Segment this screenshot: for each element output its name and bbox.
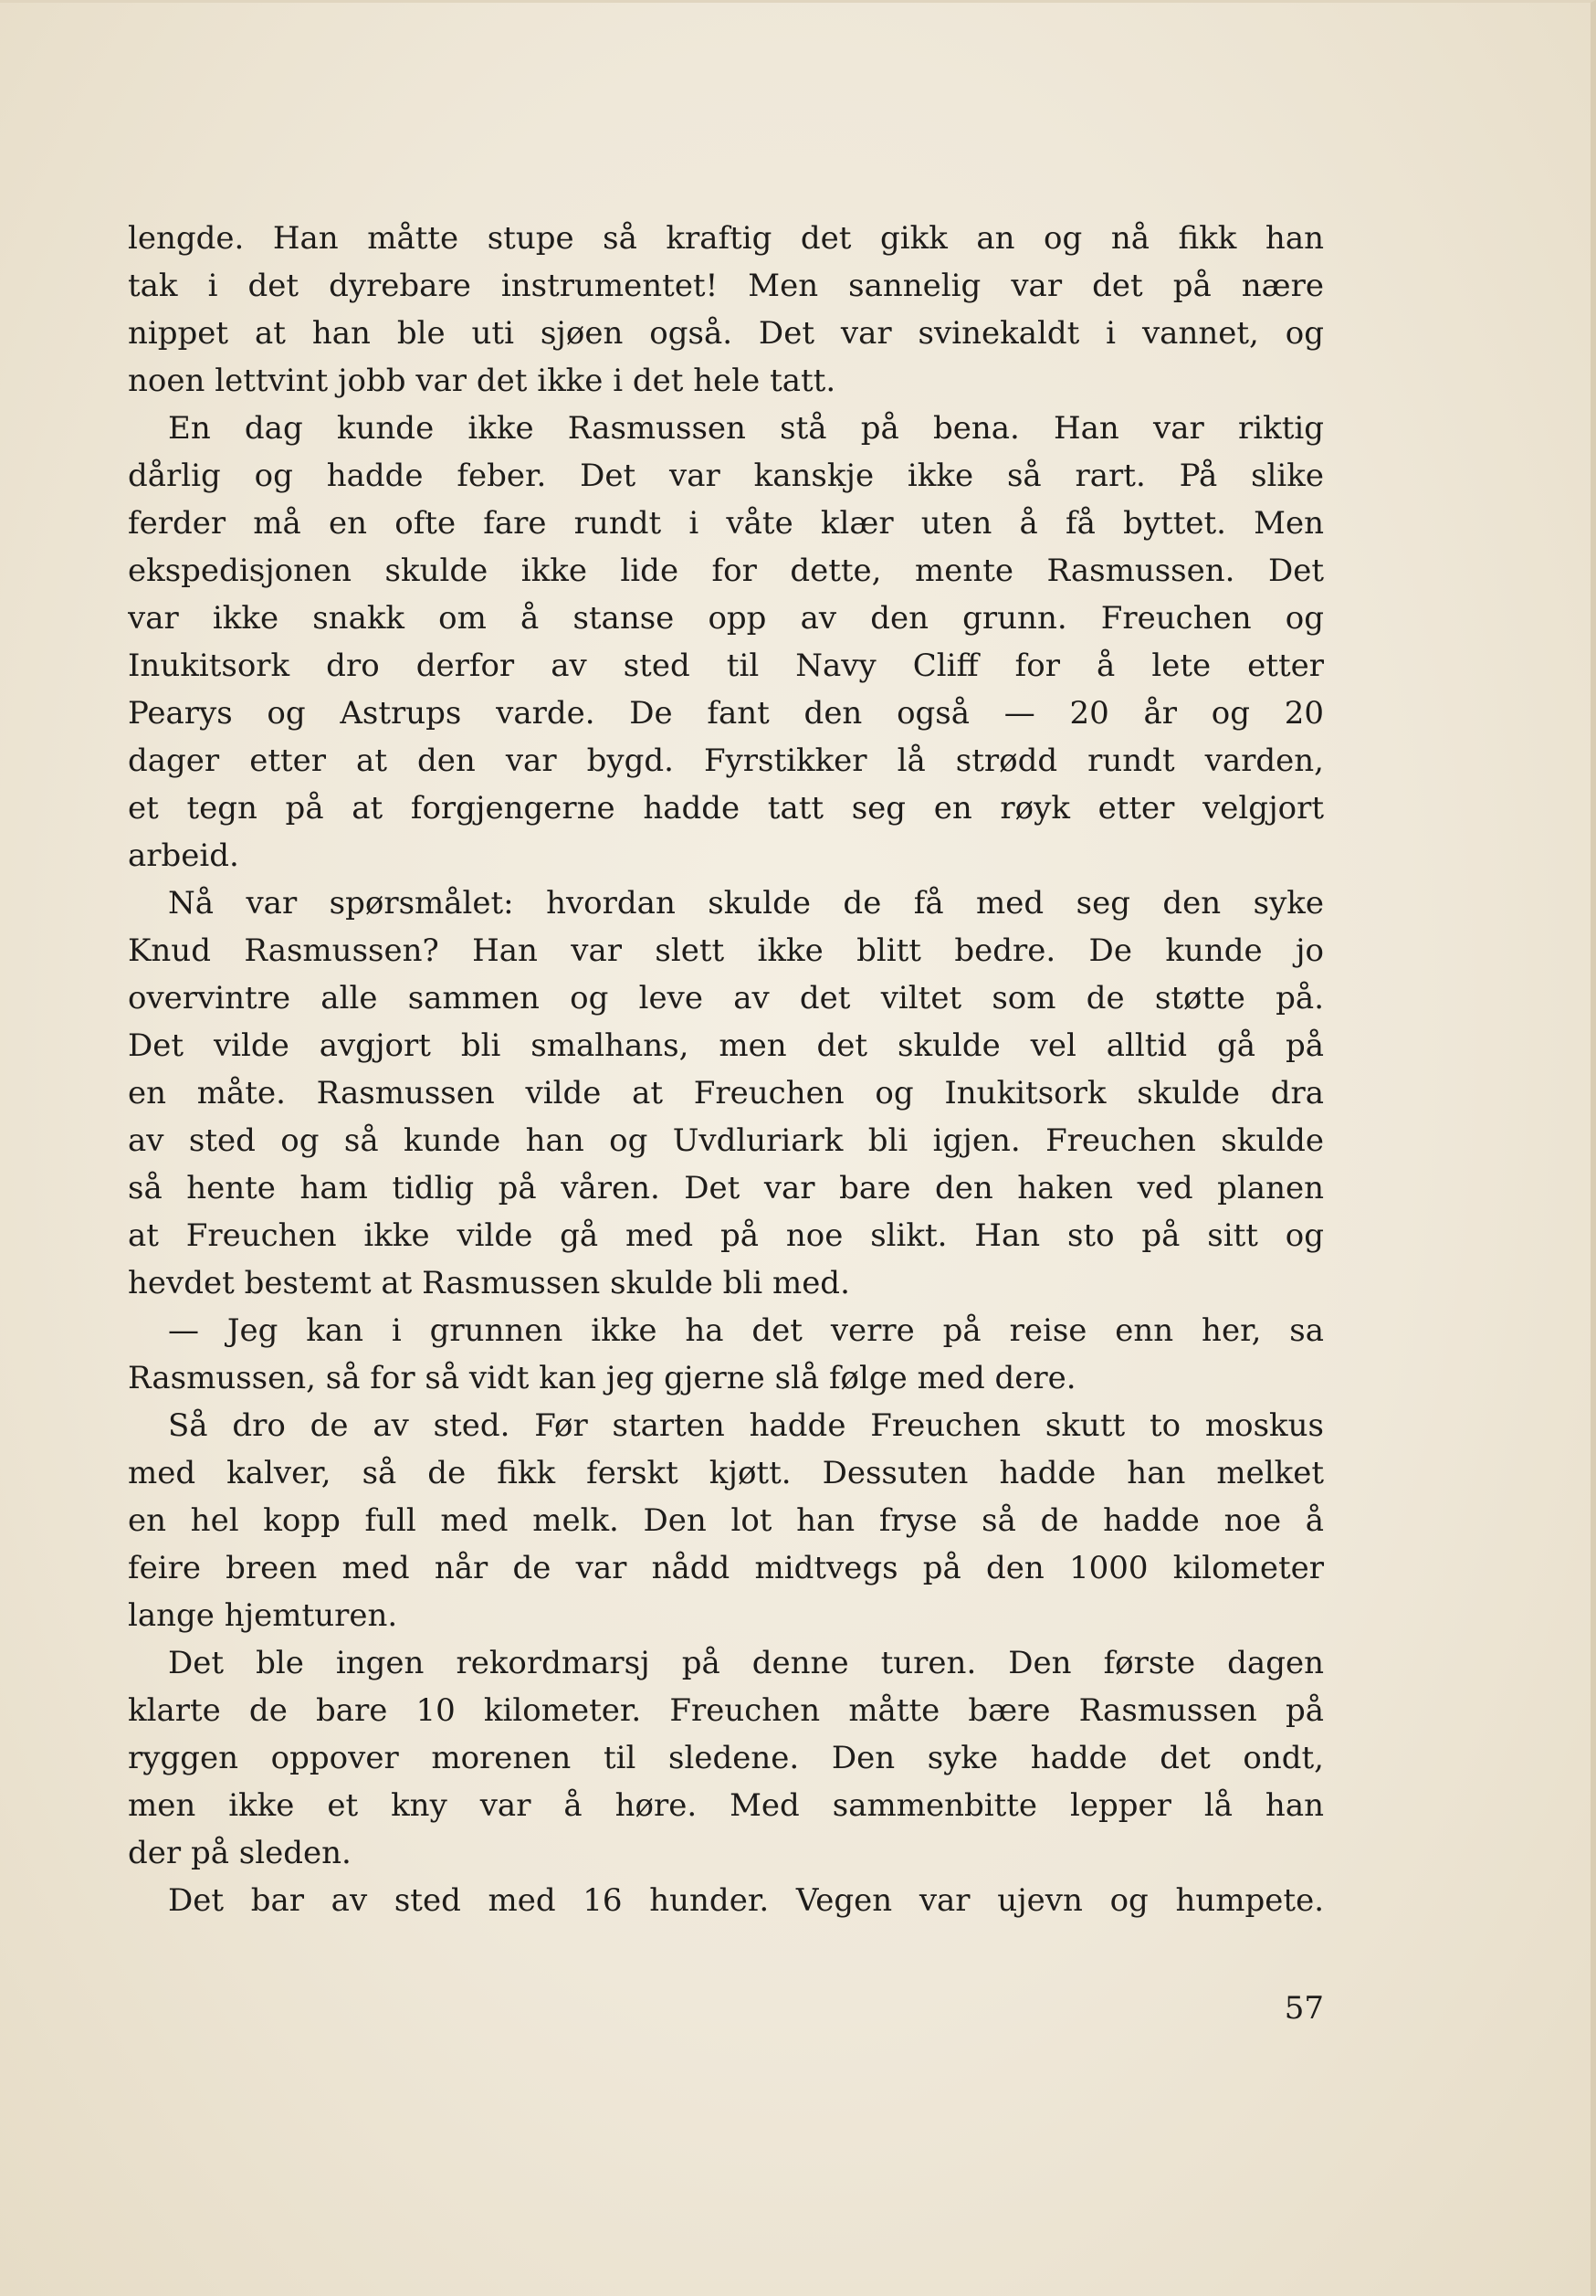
text-line: En dag kunde ikke Rasmussen stå på bena. Han var riktig <box>168 410 1324 447</box>
text-line: ekspedisjonen skulde ikke lide for dette, mente Rasmussen. Det <box>128 553 1324 589</box>
text-line: dager etter at den var bygd. Fyrstikker lå strødd rundt varden, <box>128 743 1324 779</box>
text-line: Knud Rasmussen? Han var slett ikke blitt bedre. De kunde jo <box>128 932 1324 969</box>
text-line: at Freuchen ikke vilde gå med på noe slikt. Han sto på sitt og <box>128 1217 1324 1254</box>
text-line: et tegn på at forgjengerne hadde tatt seg en røyk etter velgjort <box>128 790 1324 827</box>
text-line: Nå var spørsmålet: hvordan skulde de få med seg den syke <box>168 885 1324 922</box>
text-line: men ikke et kny var å høre. Med sammenbitte lepper lå han <box>128 1787 1324 1824</box>
text-line: var ikke snakk om å stanse opp av den grunn. Freuchen og <box>128 600 1324 637</box>
text-line: hevdet bestemt at Rasmussen skulde bli med. <box>128 1265 850 1301</box>
text-line: lengde. Han måtte stupe så kraftig det gikk an og nå fikk han <box>128 220 1324 257</box>
text-line: der på sleden. <box>128 1835 352 1871</box>
text-line: Rasmussen, så for så vidt kan jeg gjerne slå følge med dere. <box>128 1360 1076 1396</box>
text-line: Så dro de av sted. Før starten hadde Freuchen skutt to moskus <box>168 1407 1324 1444</box>
text-line: arbeid. <box>128 837 239 874</box>
text-line: Pearys og Astrups varde. De fant den også — 20 år og 20 <box>128 695 1324 732</box>
text-line: en hel kopp full med melk. Den lot han fryse så de hadde noe å <box>128 1502 1324 1539</box>
text-line: en måte. Rasmussen vilde at Freuchen og Inukitsork skulde dra <box>128 1075 1324 1111</box>
text-line: — Jeg kan i grunnen ikke ha det verre på reise enn her, sa <box>168 1312 1324 1349</box>
text-line: så hente ham tidlig på våren. Det var bare den haken ved planen <box>128 1170 1324 1206</box>
text-line: Det ble ingen rekordmarsj på denne turen. Den første dagen <box>168 1645 1324 1681</box>
text-line: overvintre alle sammen og leve av det viltet som de støtte på. <box>128 980 1324 1016</box>
text-line: ryggen oppover morenen til sledene. Den syke hadde det ondt, <box>128 1740 1324 1776</box>
text-line: nippet at han ble uti sjøen også. Det var svinekaldt i vannet, og <box>128 315 1324 352</box>
text-line: med kalver, så de fikk ferskt kjøtt. Dessuten hadde han melket <box>128 1455 1324 1491</box>
text-line: ferder må en ofte fare rundt i våte klær uten å få byttet. Men <box>128 505 1324 542</box>
text-line: Inukitsork dro derfor av sted til Navy Cliff for å lete etter <box>128 648 1324 684</box>
page-number: 57 <box>1284 1990 1324 2027</box>
text-line: dårlig og hadde feber. Det var kanskje ikke så rart. På slike <box>128 458 1324 494</box>
text-line: Det vilde avgjort bli smalhans, men det skulde vel alltid gå på <box>128 1027 1324 1064</box>
text-line: feire breen med når de var nådd midtvegs på den 1000 kilometer <box>128 1550 1324 1586</box>
text-line: lange hjemturen. <box>128 1597 398 1634</box>
text-line: tak i det dyrebare instrumentet! Men sannelig var det på nære <box>128 268 1324 304</box>
text-line: klarte de bare 10 kilometer. Freuchen måtte bære Rasmussen på <box>128 1692 1324 1729</box>
text-line: noen lettvint jobb var det ikke i det hele tatt. <box>128 363 836 399</box>
text-line: av sted og så kunde han og Uvdluriark bli igjen. Freuchen skulde <box>128 1122 1324 1159</box>
text-line: Det bar av sted med 16 hunder. Vegen var ujevn og humpete. <box>168 1882 1324 1919</box>
body-text <box>128 215 1324 1924</box>
